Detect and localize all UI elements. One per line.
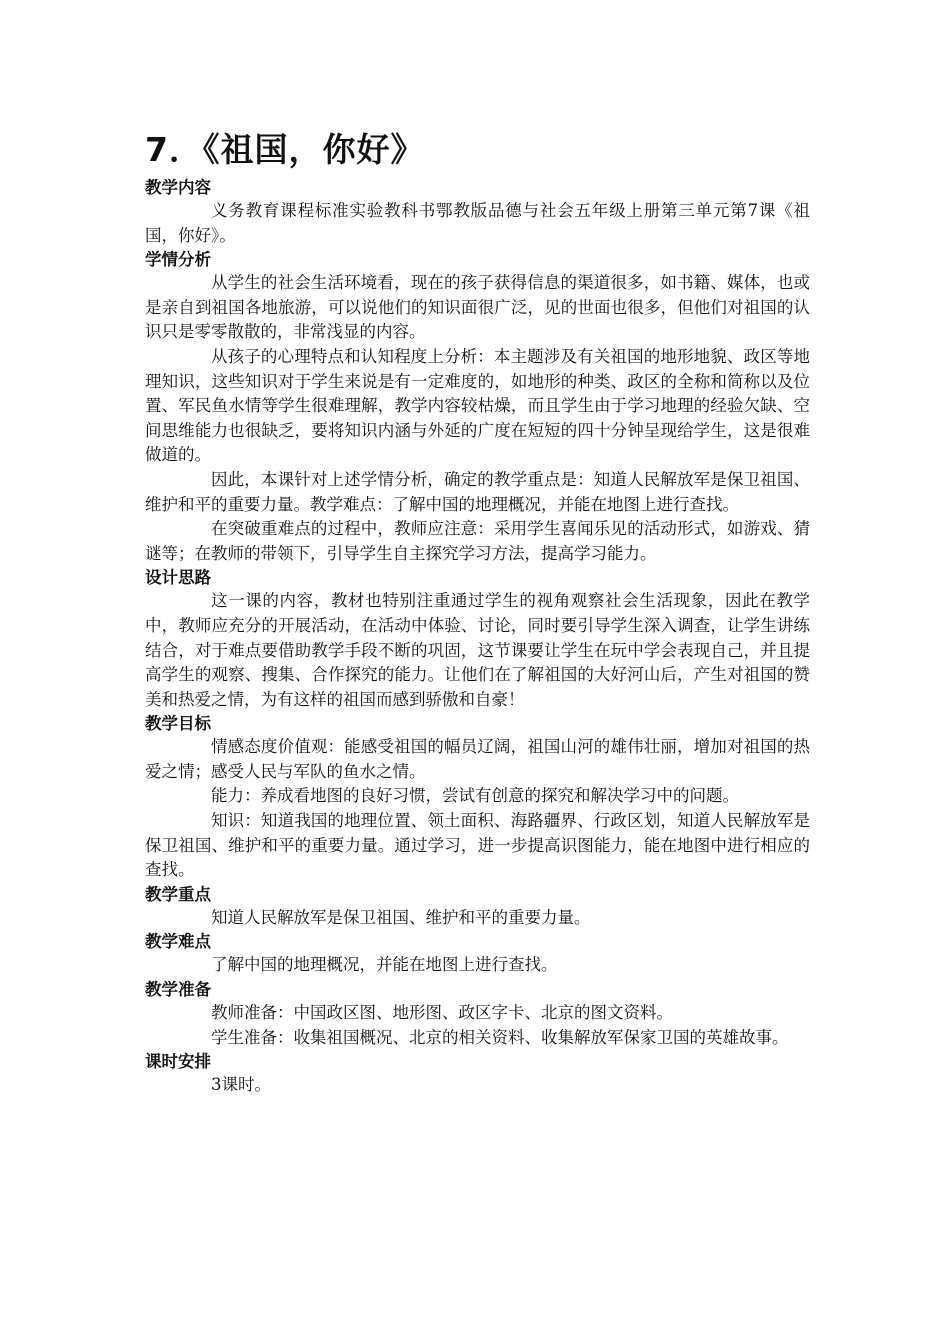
document-page bbox=[145, 128, 810, 1098]
paragraph: 从孩子的心理特点和认知程度上分析：本主题涉及有关祖国的地形地貌、政区等地理知识，这些知识对于学生来说是有一定难度的，如地形的种类、政区的全称和简称以及位置、军民鱼水情等学生很难理解，教学内容较枯燥，而且学生由于学习地理的经验欠缺、空间思维能力也很缺乏，要将知识内涵与外延的广度在短短的四十分钟呈现给学生，这是很难做道的。 bbox=[145, 346, 810, 465]
paragraph: 知识：知道我国的地理位置、领土面积、海路疆界、行政区划，知道人民解放军是保卫祖国、维护和平的重要力量。通过学习，进一步提高识图能力，能在地图中进行相应的查找。 bbox=[145, 811, 810, 880]
section-difficulties bbox=[145, 930, 810, 978]
section-heading: 教学难点 bbox=[145, 932, 211, 952]
section-heading: 课时安排 bbox=[145, 1052, 211, 1072]
paragraph: 在突破重难点的过程中，教师应注意：采用学生喜闻乐见的活动形式，如游戏、猜谜等；在教师的带领下，引导学生自主探究学习方法，提高学习能力。 bbox=[145, 519, 810, 563]
section-preparation bbox=[145, 978, 810, 1050]
paragraph: 了解中国的地理概况，并能在地图上进行查找。 bbox=[211, 955, 558, 975]
paragraph: 因此，本课针对上述学情分析，确定的教学重点是：知道人民解放军是保卫祖国、维护和平的重要力量。教学难点：了解中国的地理概况，并能在地图上进行查找。 bbox=[145, 469, 810, 514]
section-heading: 教学重点 bbox=[145, 884, 211, 904]
section-design-idea bbox=[145, 566, 810, 712]
paragraph: 3课时。 bbox=[211, 1075, 271, 1095]
paragraph: 能力：养成看地图的良好习惯，尝试有创意的探究和解决学习中的问题。 bbox=[211, 786, 739, 806]
paragraph: 教师准备：中国政区图、地形图、政区字卡、北京的图文资料。 bbox=[211, 1003, 673, 1023]
section-key-points bbox=[145, 883, 810, 931]
section-heading: 教学准备 bbox=[145, 980, 211, 1000]
section-learner-analysis bbox=[145, 248, 810, 566]
paragraph: 情感态度价值观：能感受祖国的幅员辽阔，祖国山河的雄伟壮丽，增加对祖国的热爱之情；感受人民与军队的鱼水之情。 bbox=[145, 737, 810, 781]
section-teaching-goals bbox=[145, 712, 810, 883]
section-heading: 教学内容 bbox=[145, 178, 211, 197]
paragraph: 从学生的社会生活环境看，现在的孩子获得信息的渠道很多，如书籍、媒体，也或是亲自到祖国各地旅游，可以说他们的知识面很广泛，见的世面也很多，但他们对祖国的认识只是零零散散的，非常浅显的内容。 bbox=[145, 273, 810, 342]
section-heading: 教学目标 bbox=[145, 714, 211, 734]
paragraph: 义务教育课程标准实验教科书鄂教版品德与社会五年级上册第三单元第7课《祖国，你好》。 bbox=[145, 201, 810, 245]
paragraph: 学生准备：收集祖国概况、北京的相关资料、收集解放军保家卫国的英雄故事。 bbox=[211, 1027, 789, 1047]
section-heading: 学情分析 bbox=[145, 250, 211, 270]
paragraph: 这一课的内容，教材也特别注重通过学生的视角观察社会生活现象，因此在教学中，教师应充分的开展活动，在活动中体验、讨论，同时要引导学生深入调查，让学生讲练结合，对于难点要借助教学手段不断的巩固，这节课要让学生在玩中学会表现自己，并且提高学生的观察、搜集、合作探究的能力。让他们在了解祖国的大好河山后，产生对祖国的赞美和热爱之情，为有这样的祖国而感到骄傲和自豪！ bbox=[145, 591, 810, 709]
section-teaching-content bbox=[145, 176, 810, 248]
paragraph: 知道人民解放军是保卫祖国、维护和平的重要力量。 bbox=[211, 907, 591, 927]
section-heading: 设计思路 bbox=[145, 568, 211, 588]
section-schedule bbox=[145, 1050, 810, 1098]
document-title: 7．《祖国，你好》 bbox=[145, 130, 425, 169]
